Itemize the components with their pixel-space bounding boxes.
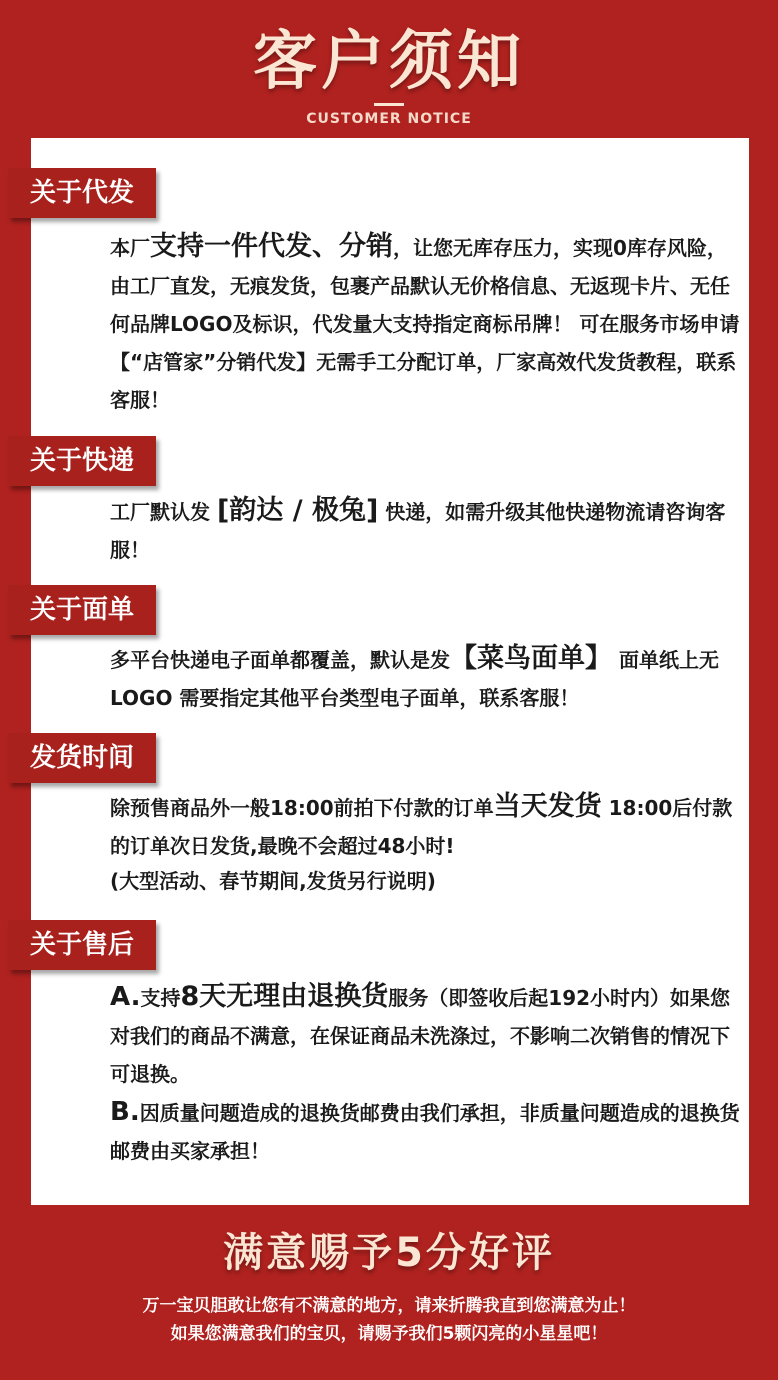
- daifa-text-2: ，让您无库存压力，实现0库存风险，由工厂直发，无痕发货，包裹产品默认无价格信息、无返现卡片、无任何品牌LOGO及标识，代发量大支持指定商标吊牌！ 可在服务市场申请【“店管家”分销代发】无需手工分配订单，厂家高效代发货教程，联系客服！: [110, 236, 740, 412]
- title-divider: [374, 103, 404, 106]
- section-text-miandan: [110, 640, 740, 717]
- section-tag-shijian: 发货时间: [8, 733, 156, 783]
- daifa-text-1: 本厂: [110, 236, 150, 260]
- footer-line-1: 万一宝贝胆敢让您有不满意的地方，请来折腾我直到您满意为止！: [142, 1296, 636, 1316]
- section-text-shijian: [110, 788, 740, 865]
- miandan-text-2: 面单纸上无LOGO 需要指定其他平台类型电子面单，联系客服！: [110, 648, 719, 710]
- section-text-kuaidi: [110, 492, 740, 569]
- section-tag-kuaidi: 关于快递: [8, 436, 156, 486]
- section-text-shouhou-a: [110, 978, 740, 1093]
- kuaidi-text-2: 快递，如需升级其他快递物流请咨询客服！: [110, 500, 726, 562]
- section-text-shouhou-b: [110, 1093, 740, 1170]
- section-tag-daifa: 关于代发: [8, 168, 156, 218]
- shouhou-a-text-2: 服务（即签收后起192小时内）如果您对我们的商品不满意，在保证商品未洗涤过，不影响二次销售的情况下可退换。: [110, 986, 731, 1086]
- shouhou-a-label: A.: [110, 982, 141, 1012]
- section-tag-miandan: 关于面单: [8, 585, 156, 635]
- shijian-note: (大型活动、春节期间,发货另行说明): [110, 869, 436, 893]
- page-title: 客户须知: [253, 25, 525, 99]
- shijian-text-1: 除预售商品外一般18:00前拍下付款的订单: [110, 796, 494, 820]
- miandan-highlight: 【菜鸟面单】: [450, 643, 612, 674]
- shouhou-a-text-1: 支持: [140, 986, 181, 1010]
- section-text-daifa: [110, 228, 740, 419]
- section-tag-shouhou: 关于售后: [8, 920, 156, 970]
- page-subtitle: CUSTOMER NOTICE: [306, 111, 472, 127]
- miandan-text-1: 多平台快递电子面单都覆盖，默认是发: [110, 648, 450, 672]
- shouhou-b-label: B.: [110, 1097, 140, 1127]
- shouhou-b-text-1: 因质量问题造成的退换货邮费由我们承担，非质量问题造成的退换货邮费由买家承担！: [110, 1101, 740, 1163]
- footer-line-2: 如果您满意我们的宝贝，请赐予我们5颗闪亮的小星星吧！: [170, 1324, 608, 1344]
- daifa-highlight: 支持一件代发、分销: [150, 231, 393, 262]
- kuaidi-highlight: [韵达 / 极兔]: [216, 495, 379, 526]
- shijian-highlight: 当天发货: [493, 791, 602, 822]
- shouhou-a-highlight: 8天无理由退换货: [180, 981, 389, 1012]
- kuaidi-text-1: 工厂默认发: [110, 500, 210, 524]
- shijian-text-2: 18:00后付款的订单次日发货,最晚不会超过48小时!: [110, 796, 733, 858]
- footer-title: 满意赐予5分好评: [223, 1230, 555, 1276]
